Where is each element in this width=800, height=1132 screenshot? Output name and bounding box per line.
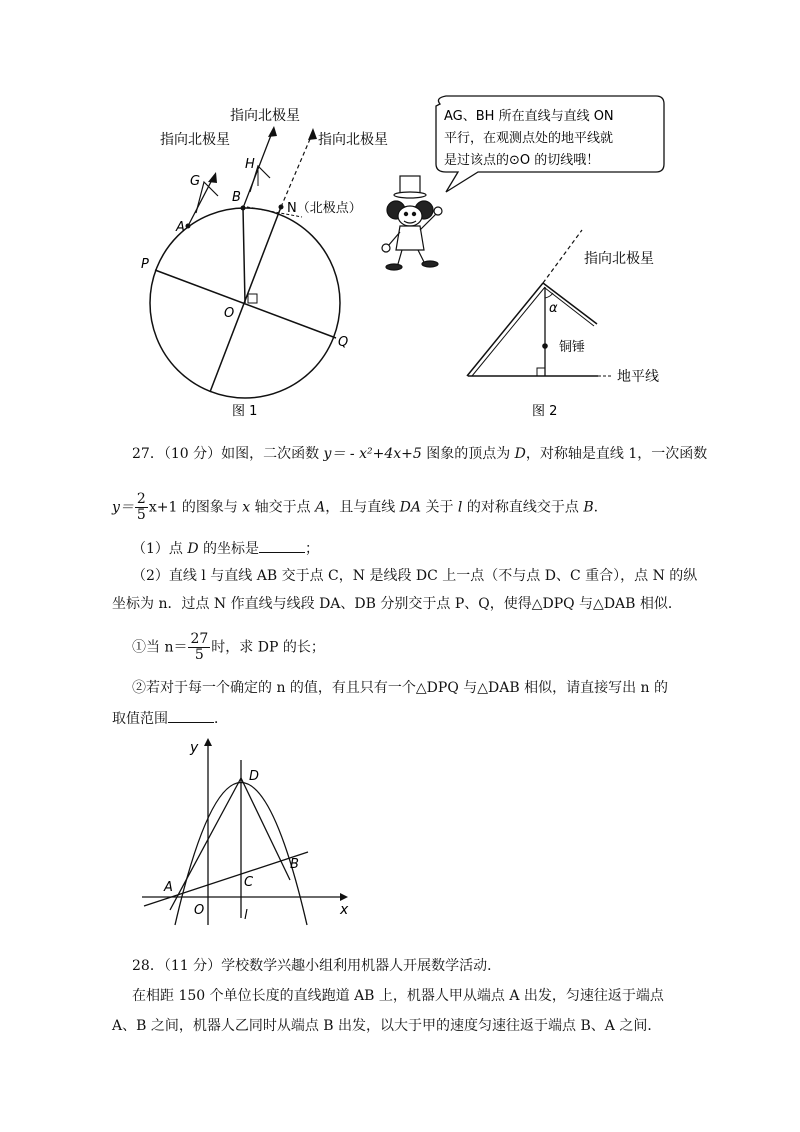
graph-label-C: C bbox=[244, 875, 254, 890]
label-alpha: α bbox=[549, 301, 558, 316]
q27-part-2-line-1: （2）直线 l 与直线 AB 交于点 C，N 是线段 DC 上一点（不与点 D、C 重合），点 N 的纵 bbox=[132, 568, 698, 584]
bubble-line-1: AG、BH 所在直线与直线 ON bbox=[444, 109, 614, 124]
caption-figure-2: 图 2 bbox=[532, 404, 558, 419]
line-DA bbox=[170, 778, 241, 910]
answer-blank-2[interactable] bbox=[168, 708, 214, 723]
q28-line-3: A、B 之间，机器人乙同时从端点 B 出发，以大于甲的速度匀速往返于端点 B、A 之间． bbox=[112, 1018, 662, 1034]
graph-label-y: y bbox=[190, 740, 199, 756]
plumb-weight-dot bbox=[542, 343, 548, 349]
answer-blank-1[interactable] bbox=[259, 538, 305, 553]
q28-number: 28． bbox=[132, 958, 164, 974]
label-horizon: 地平线 bbox=[617, 369, 659, 385]
q27-part-1: （1）点 D 的坐标是 ； bbox=[132, 538, 319, 559]
q28-score: （11 分） bbox=[163, 958, 222, 974]
arrowhead-B bbox=[268, 126, 277, 137]
label-north-star-2: 指向北极星 bbox=[230, 108, 300, 124]
fraction-2-5: $\frac{2}{5}$ bbox=[136, 491, 146, 523]
q27-sub-2-line-1: ②若对于每一个确定的 n 的值，有且只有一个△DPQ 与△DAB 相似，请直接写出 n 的 bbox=[132, 680, 669, 696]
line-AB bbox=[144, 852, 308, 906]
bubble-line-3: 是过该点的⊙O 的切线哦！ bbox=[444, 153, 600, 168]
q27-number: 27． bbox=[132, 446, 164, 462]
graph-label-l: l bbox=[244, 908, 248, 923]
label-Q: Q bbox=[338, 335, 349, 350]
q27-sub-2-line-2: 取值范围 ． bbox=[112, 708, 228, 729]
arrowhead-A bbox=[208, 172, 217, 183]
instrument-arm-left-inner bbox=[472, 287, 545, 376]
q27-sub-1: ①当 n＝ $\frac{27}{5}$ 时，求 DP 的长； bbox=[132, 631, 325, 663]
figures-top bbox=[0, 0, 800, 430]
q28-line-2: 在相距 150 个单位长度的直线跑道 AB 上，机器人甲从端点 A 出发，匀速往返于端点 bbox=[132, 988, 664, 1004]
radius-OB bbox=[243, 208, 245, 303]
x-axis-arrow bbox=[340, 893, 348, 901]
y-axis-arrow bbox=[204, 738, 212, 746]
q27-line-2: y＝ $\frac{2}{5}$ x+1 的图象与 x 轴交于点 A，且与直线 DA 关于 l 的对称直线交于点 B. bbox=[112, 491, 599, 523]
caption-figure-1: 图 1 bbox=[232, 404, 258, 419]
label-weight: 铜锤 bbox=[559, 340, 586, 355]
label-P: P bbox=[141, 257, 149, 272]
right-angle-mark bbox=[248, 294, 257, 303]
q27-score: （10 分） bbox=[163, 446, 222, 462]
q27-graph bbox=[130, 730, 370, 930]
bubble-line-2: 平行，在观测点处的地平线就 bbox=[444, 131, 614, 146]
diameter-PQ bbox=[155, 270, 336, 338]
q28-line-1: 28．（11 分）学校数学兴趣小组利用机器人开展数学活动． bbox=[132, 958, 502, 974]
cartoon-mouse-illustration bbox=[382, 176, 442, 270]
instrument-arm-left bbox=[467, 283, 543, 376]
label-north-pole: N（北极点） bbox=[287, 201, 362, 216]
label-G: G bbox=[190, 174, 201, 189]
q27-part-2-line-2: 坐标为 n．过点 N 作直线与线段 DA、DB 分别交于点 P、Q，使得△DPQ 与△DAB 相似． bbox=[112, 596, 682, 612]
label-H: H bbox=[245, 157, 255, 172]
label-A: A bbox=[176, 220, 185, 235]
q27-line-1: 27．（10 分）如图，二次函数 y＝ - x²+4x+5 图象的顶点为 D，对称轴是直线 1，一次函数 bbox=[132, 446, 708, 462]
graph-label-O: O bbox=[194, 903, 205, 918]
dashed-sight-line bbox=[543, 230, 582, 283]
label-B: B bbox=[232, 190, 241, 205]
graph-label-A: A bbox=[164, 880, 173, 895]
arrowhead-N bbox=[308, 128, 317, 140]
graph-label-x: x bbox=[340, 902, 349, 918]
label-north-star-3: 指向北极星 bbox=[318, 132, 388, 148]
right-angle-mark-2 bbox=[537, 368, 545, 376]
fraction-27-5: $\frac{27}{5}$ bbox=[190, 631, 209, 663]
alpha-arc bbox=[545, 293, 553, 298]
dashed-ON-extension bbox=[281, 132, 313, 207]
label-O: O bbox=[224, 306, 235, 321]
label-north-star-fig2: 指向北极星 bbox=[584, 251, 654, 267]
graph-label-B: B bbox=[290, 857, 299, 872]
graph-label-D: D bbox=[249, 769, 260, 784]
label-north-star-1: 指向北极星 bbox=[160, 132, 230, 148]
line-DB bbox=[241, 778, 290, 880]
q27-function: y＝ - x²+4x+5 bbox=[323, 446, 422, 462]
